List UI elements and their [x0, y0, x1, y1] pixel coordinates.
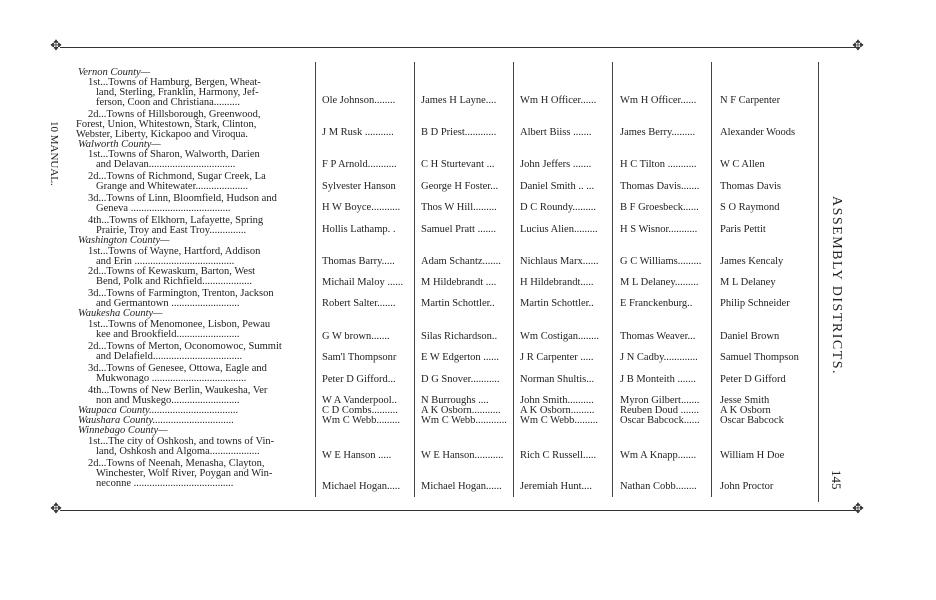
member-name-cell: D C Roundy.........	[520, 202, 597, 213]
district-description-line: land, Oshkosh and Algoma...................	[96, 446, 260, 457]
member-name-cell: M L Delaney	[720, 277, 776, 288]
running-title: ASSEMBLY DISTRICTS.	[829, 196, 844, 376]
corner-ornament-icon: ✥	[50, 39, 62, 54]
member-name-cell: Samuel Thompson	[720, 352, 799, 363]
district-description-line: 1st...Towns of Hamburg, Bergen, Wheat-	[88, 77, 261, 88]
member-name-cell: Adam Schantz.......	[421, 256, 501, 267]
column-divider	[818, 62, 819, 502]
member-name-cell: Nichlaus Marx......	[520, 256, 599, 267]
member-name-cell: Silas Richardson..	[421, 331, 498, 342]
member-name-cell: Lucius Alien.........	[520, 224, 598, 235]
member-name-cell: H W Boyce...........	[322, 202, 401, 213]
member-name-cell: Wm A Knapp.......	[620, 450, 697, 461]
member-name-cell: Philip Schneider	[720, 298, 790, 309]
member-name-cell: James Kencaly	[720, 256, 784, 267]
member-name-cell: B D Priest............	[421, 127, 497, 138]
corner-ornament-icon: ✥	[852, 502, 864, 517]
district-description-line: and Germantown ..........................	[96, 298, 240, 309]
district-description-line: 3d...Towns of Linn, Bloomfield, Hudson and	[88, 193, 277, 204]
member-name-cell: Albert Biiss .......	[520, 127, 592, 138]
column-divider	[612, 62, 613, 497]
member-name-cell: Peter D Gifford	[720, 374, 786, 385]
member-name-cell: Martin Schottler..	[520, 298, 594, 309]
member-name-cell: Robert Salter.......	[322, 298, 396, 309]
member-name-cell: Michail Maloy ......	[322, 277, 404, 288]
member-name-cell: H Hildebrandt.....	[520, 277, 594, 288]
district-description-line: 3d...Towns of Farmington, Trenton, Jackson	[88, 288, 274, 299]
member-name-cell: Myron Gilbert.......	[620, 395, 700, 406]
column-divider	[414, 62, 415, 497]
member-name-cell: Peter D Gifford...	[322, 374, 396, 385]
district-description-line: kee and Brookfield........................	[96, 329, 240, 340]
district-description-line: and Delavan.................................	[96, 159, 236, 170]
district-description-line: 2d...Towns of Merton, Oconomowoc, Summit	[88, 341, 282, 352]
member-name-cell: Thos W Hill.........	[421, 202, 497, 213]
member-name-cell: Michael Hogan......	[421, 481, 502, 492]
member-name-cell: Sam'l Thompsonr	[322, 352, 397, 363]
district-description-line: 2d...Towns of Richmond, Sugar Creek, La	[88, 171, 266, 182]
district-description-line: non and Muskego..........................	[96, 395, 240, 406]
district-description-line: 4th...Towns of New Berlin, Waukesha, Ver	[88, 385, 268, 396]
member-name-cell: W C Allen	[720, 159, 765, 170]
county-heading: Walworth County—	[78, 139, 161, 150]
member-name-cell: Thomas Davis.......	[620, 181, 700, 192]
member-name-cell: C D Combs..........	[322, 405, 398, 416]
member-name-cell: Norman Shultis...	[520, 374, 595, 385]
member-name-cell: Alexander Woods	[720, 127, 796, 138]
district-description-line: Webster, Liberty, Kickapoo and Viroqua.	[76, 129, 248, 140]
district-description-line: Forest, Union, Whitestown, Stark, Clinton,	[76, 119, 257, 130]
district-description-line: 2d...Towns of Kewaskum, Barton, West	[88, 266, 256, 277]
column-divider	[513, 62, 514, 497]
member-name-cell: Daniel Smith .. ...	[520, 181, 595, 192]
member-name-cell: Wm Costigan........	[520, 331, 600, 342]
member-name-cell: F P Arnold...........	[322, 159, 397, 170]
member-name-cell: H C Tilton ...........	[620, 159, 697, 170]
member-name-cell: Jesse Smith	[720, 395, 770, 406]
member-name-cell: J M Rusk ...........	[322, 127, 394, 138]
district-description-line: 3d...Towns of Genesee, Ottowa, Eagle and	[88, 363, 267, 374]
member-name-cell: William H Doe	[720, 450, 785, 461]
district-description-line: neconne ......................................	[96, 478, 234, 489]
member-name-cell: Nathan Cobb........	[620, 481, 697, 492]
district-description-line: and Erin ......................................	[96, 256, 235, 267]
member-name-cell: N Burroughs ....	[421, 395, 489, 406]
member-name-cell: B F Groesbeck......	[620, 202, 699, 213]
column-divider	[315, 62, 316, 497]
member-name-cell: H S Wisnor...........	[620, 224, 698, 235]
member-name-cell: Daniel Brown	[720, 331, 780, 342]
member-name-cell: Wm C Webb.........	[322, 415, 400, 426]
district-description-line: 4th...Towns of Elkhorn, Lafayette, Spring	[88, 215, 264, 226]
member-name-cell: Samuel Pratt .......	[421, 224, 496, 235]
member-name-cell: M L Delaney.........	[620, 277, 699, 288]
member-name-cell: Paris Pettit	[720, 224, 766, 235]
district-description-line: Geneva ......................................	[96, 203, 231, 214]
member-name-cell: John Proctor	[720, 481, 774, 492]
member-name-cell: Wm H Officer......	[520, 95, 597, 106]
member-name-cell: A K Osborn.........	[520, 405, 595, 416]
member-name-cell: John Jeffers .......	[520, 159, 592, 170]
county-heading: Vernon County—	[78, 67, 151, 78]
member-name-cell: James Berry.........	[620, 127, 696, 138]
district-description-line: ferson, Coon and Christiana..........	[96, 97, 241, 108]
district-description-line: land, Sterling, Franklin, Harmony, Jef-	[96, 87, 259, 98]
member-name-cell: W E Hanson .....	[322, 450, 392, 461]
column-divider	[711, 62, 712, 497]
county-heading: Washington County—	[78, 235, 170, 246]
member-name-cell: James H Layne....	[421, 95, 497, 106]
corner-ornament-icon: ✥	[852, 39, 864, 54]
district-description-line: Mukwonago ....................................	[96, 373, 247, 384]
district-description-line: 1st...Towns of Menomonee, Lisbon, Pewau	[88, 319, 271, 330]
member-name-cell: Jeremiah Hunt....	[520, 481, 593, 492]
member-name-cell: W A Vanderpool..	[322, 395, 397, 406]
member-name-cell: A K Osborn...........	[421, 405, 501, 416]
frame-top-rule	[60, 47, 858, 48]
member-name-cell: Wm C Webb.........	[520, 415, 598, 426]
member-name-cell: A K Osborn	[720, 405, 771, 416]
member-name-cell: Martin Schottler..	[421, 298, 495, 309]
member-name-cell: W E Hanson...........	[421, 450, 504, 461]
member-name-cell: J B Monteith .......	[620, 374, 696, 385]
member-name-cell: N F Carpenter	[720, 95, 781, 106]
county-heading: Waupaca County..................................	[78, 405, 239, 416]
frame-bottom-rule	[60, 510, 858, 511]
county-heading: Winnebago County—	[78, 425, 168, 436]
member-name-cell: Michael Hogan.....	[322, 481, 401, 492]
page-number: 145	[829, 470, 844, 490]
member-name-cell: J R Carpenter .....	[520, 352, 594, 363]
member-name-cell: Thomas Weaver...	[620, 331, 696, 342]
member-name-cell: E Franckenburg..	[620, 298, 693, 309]
margin-manual-label: 10 MANUAL.	[48, 121, 60, 186]
member-name-cell: C H Sturtevant ...	[421, 159, 495, 170]
district-description-line: Bend, Polk and Richfield...................	[96, 276, 253, 287]
district-description-line: Winchester, Wolf River, Poygan and Win-	[96, 468, 273, 479]
member-name-cell: Ole Johnson........	[322, 95, 396, 106]
district-description-line: 1st...The city of Oshkosh, and towns of Vin-	[88, 436, 275, 447]
member-name-cell: John Smith..........	[520, 395, 594, 406]
district-description-line: 2d...Towns of Hillsborough, Greenwood,	[88, 109, 261, 120]
member-name-cell: S O Raymond	[720, 202, 780, 213]
county-heading: Waukesha County—	[78, 308, 163, 319]
member-name-cell: Wm H Officer......	[620, 95, 697, 106]
member-name-cell: George H Foster...	[421, 181, 499, 192]
member-name-cell: G W brown.......	[322, 331, 390, 342]
member-name-cell: Reuben Doud .......	[620, 405, 700, 416]
member-name-cell: G C Williams.........	[620, 256, 702, 267]
member-name-cell: E W Edgerton ......	[421, 352, 500, 363]
district-description-line: Grange and Whitewater....................	[96, 181, 249, 192]
corner-ornament-icon: ✥	[50, 502, 62, 517]
district-description-line: 1st...Towns of Wayne, Hartford, Addison	[88, 246, 261, 257]
member-name-cell: D G Snover...........	[421, 374, 500, 385]
member-name-cell: Rich C Russell.....	[520, 450, 597, 461]
district-description-line: and Delafield..................................	[96, 351, 243, 362]
member-name-cell: Thomas Davis	[720, 181, 781, 192]
member-name-cell: Oscar Babcock	[720, 415, 784, 426]
member-name-cell: M Hildebrandt ....	[421, 277, 497, 288]
district-description-line: 1st...Towns of Sharon, Walworth, Darien	[88, 149, 260, 160]
member-name-cell: Wm C Webb............	[421, 415, 507, 426]
member-name-cell: Oscar Babcock......	[620, 415, 700, 426]
member-name-cell: Thomas Barry.....	[322, 256, 395, 267]
district-description-line: 2d...Towns of Neenah, Menasha, Clayton,	[88, 458, 265, 469]
member-name-cell: Hollis Lathamp. .	[322, 224, 396, 235]
member-name-cell: J N Cadby.............	[620, 352, 698, 363]
district-description-line: Prairie, Troy and East Troy..............	[96, 225, 247, 236]
member-name-cell: Sylvester Hanson	[322, 181, 396, 192]
county-heading: Waushara County...............................	[78, 415, 234, 426]
